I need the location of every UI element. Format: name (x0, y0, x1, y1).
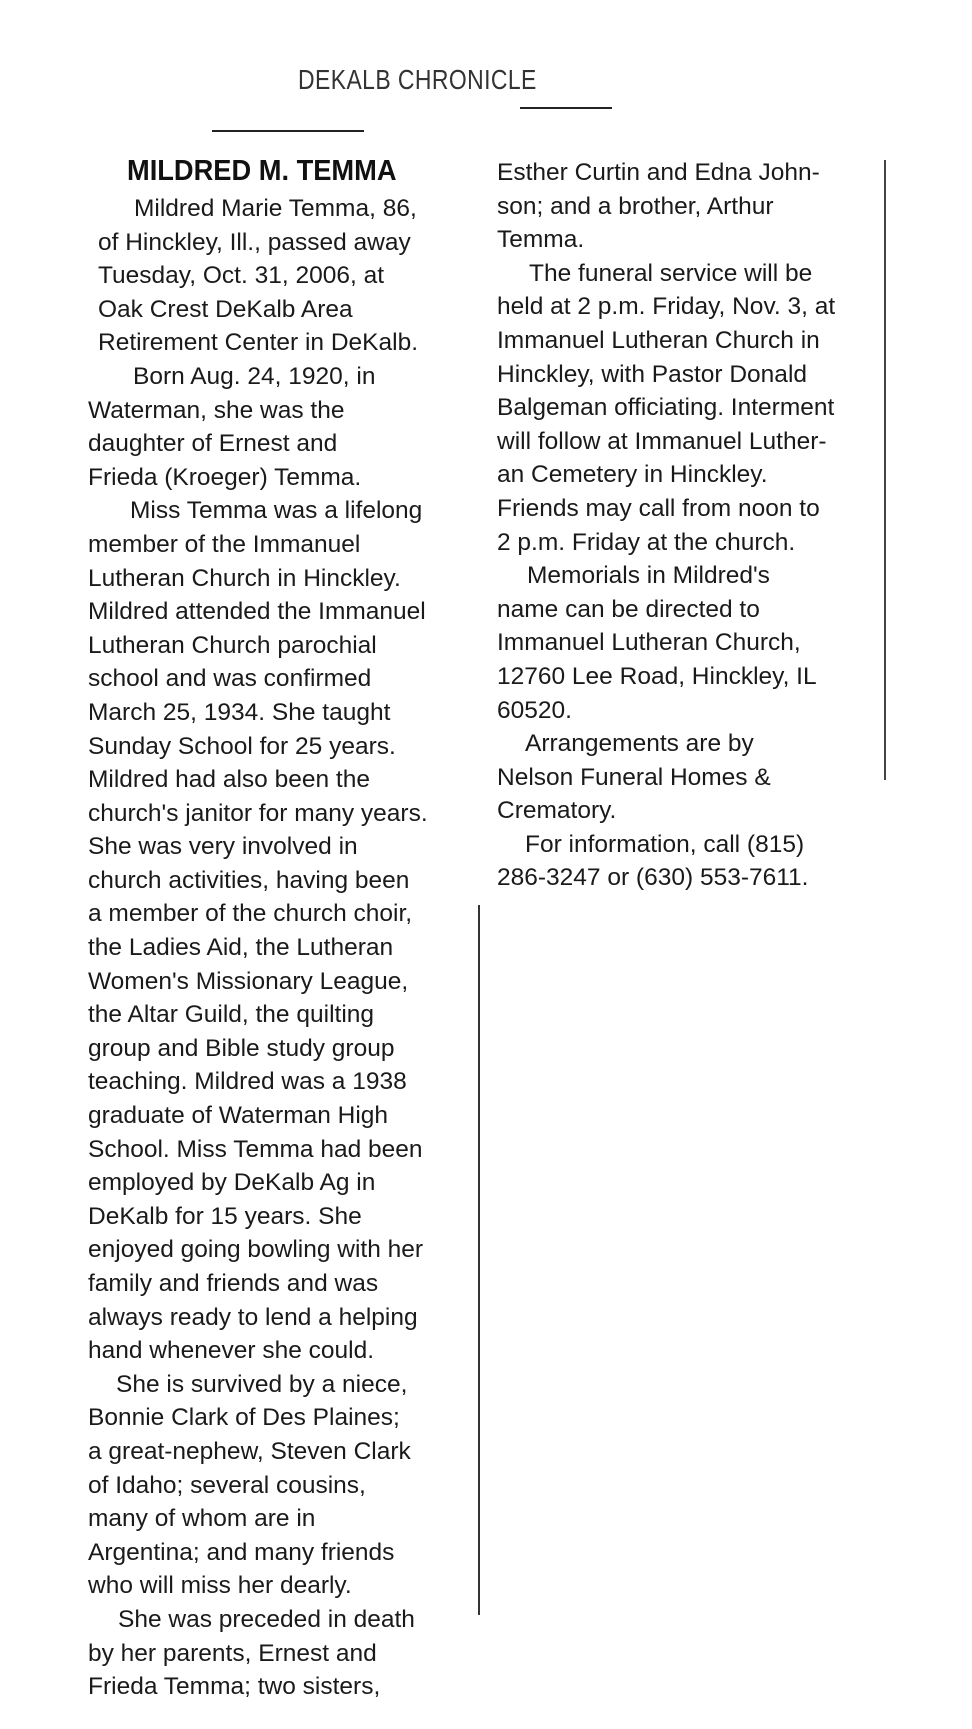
text-line: hand whenever she could. (88, 1337, 375, 1365)
column-divider (478, 905, 480, 1615)
text-line: Miss Temma was a lifelong (130, 497, 423, 525)
text-line: Born Aug. 24, 1920, in (133, 362, 376, 390)
top-rule (212, 130, 364, 132)
text-line: family and friends and was (88, 1270, 379, 1297)
text-line: Mildred had also been the (88, 766, 370, 794)
text-line: March 25, 1934. She taught (88, 698, 391, 726)
text-line: Retirement Center in DeKalb. (98, 329, 419, 357)
text-line: Frieda (Kroeger) Temma. (88, 463, 362, 491)
text-line: For information, call (815) (525, 830, 805, 858)
text-line: 2 p.m. Friday at the church. (497, 528, 796, 556)
text-line: Lutheran Church parochial (88, 631, 377, 659)
text-line: of Hinckley, Ill., passed away (98, 228, 411, 256)
text-line: a member of the church choir, (88, 900, 413, 928)
text-line: She was very involved in (88, 833, 358, 861)
text-line: The funeral service will be (529, 259, 813, 287)
text-line: Argentina; and many friends (88, 1538, 395, 1566)
text-line: Immanuel Lutheran Church, (497, 629, 801, 657)
text-line: She was preceded in death (118, 1605, 415, 1633)
text-line: Mildred attended the Immanuel (88, 598, 426, 626)
text-line: graduate of Waterman High (88, 1102, 389, 1130)
text-line: an Cemetery in Hinckley. (497, 461, 768, 489)
text-line: the Altar Guild, the quilting (88, 1001, 375, 1029)
text-line: always ready to lend a helping (88, 1303, 418, 1331)
text-line: a great-nephew, Steven Clark (88, 1437, 411, 1465)
text-line: Hinckley, with Pastor Donald (497, 360, 808, 388)
left-column (88, 192, 428, 1704)
text-line: name can be directed to (497, 595, 760, 623)
masthead: DEKALB CHRONICLE (298, 64, 537, 95)
text-line: school and was confirmed (88, 665, 372, 693)
text-line: Crematory. (497, 797, 617, 825)
text-line: Arrangements are by (525, 730, 754, 758)
text-line: many of whom are in (88, 1505, 316, 1533)
text-line: group and Bible study group (88, 1034, 395, 1062)
text-line: member of the Immanuel (88, 530, 361, 558)
text-line: 12760 Lee Road, Hinckley, IL (497, 662, 817, 690)
text-line: Lutheran Church in Hinckley. (88, 564, 401, 592)
text-line: Waterman, she was the (88, 396, 345, 424)
text-line: Balgeman officiating. Interment (497, 394, 835, 422)
text-line: Nelson Funeral Homes & (497, 763, 771, 791)
text-line: Sunday School for 25 years. (88, 732, 396, 760)
text-line: Mildred Marie Temma, 86, (134, 195, 417, 222)
text-line: Women's Missionary League, (88, 967, 409, 995)
text-line: of Idaho; several cousins, (88, 1471, 366, 1499)
text-line: Temma. (497, 226, 585, 254)
text-line: teaching. Mildred was a 1938 (88, 1068, 407, 1096)
text-line: She is survived by a niece, (116, 1370, 408, 1398)
text-line: church's janitor for many years. (88, 799, 428, 827)
text-line: Memorials in Mildred's (527, 562, 770, 590)
text-line: by her parents, Ernest and (88, 1639, 377, 1667)
headline: MILDRED M. TEMMA (127, 155, 397, 187)
text-line: 60520. (497, 696, 572, 724)
text-line: son; and a brother, Arthur (497, 192, 774, 220)
text-line: 286-3247 or (630) 553-7611. (497, 864, 809, 892)
text-line: Immanuel Lutheran Church in (497, 326, 820, 354)
text-line: Bonnie Clark of Des Plaines; (88, 1404, 400, 1432)
text-line: daughter of Ernest and (88, 430, 338, 458)
text-line: Esther Curtin and Edna John- (497, 159, 820, 186)
right-column (497, 156, 835, 895)
text-line: Frieda Temma; two sisters, (88, 1673, 381, 1701)
text-line: Oak Crest DeKalb Area (98, 295, 353, 323)
right-edge-line (884, 160, 886, 780)
masthead-underline (520, 107, 612, 109)
text-line: held at 2 p.m. Friday, Nov. 3, at (497, 293, 836, 321)
text-line: church activities, having been (88, 866, 410, 894)
text-line: enjoyed going bowling with her (88, 1236, 424, 1264)
text-line: Friends may call from noon to (497, 494, 820, 522)
text-line: the Ladies Aid, the Lutheran (88, 934, 394, 962)
text-line: who will miss her dearly. (88, 1572, 352, 1600)
text-line: will follow at Immanuel Luther- (497, 427, 827, 455)
text-line: Tuesday, Oct. 31, 2006, at (98, 262, 384, 290)
text-line: employed by DeKalb Ag in (88, 1169, 376, 1197)
text-line: School. Miss Temma had been (88, 1135, 423, 1163)
text-line: DeKalb for 15 years. She (88, 1202, 362, 1230)
